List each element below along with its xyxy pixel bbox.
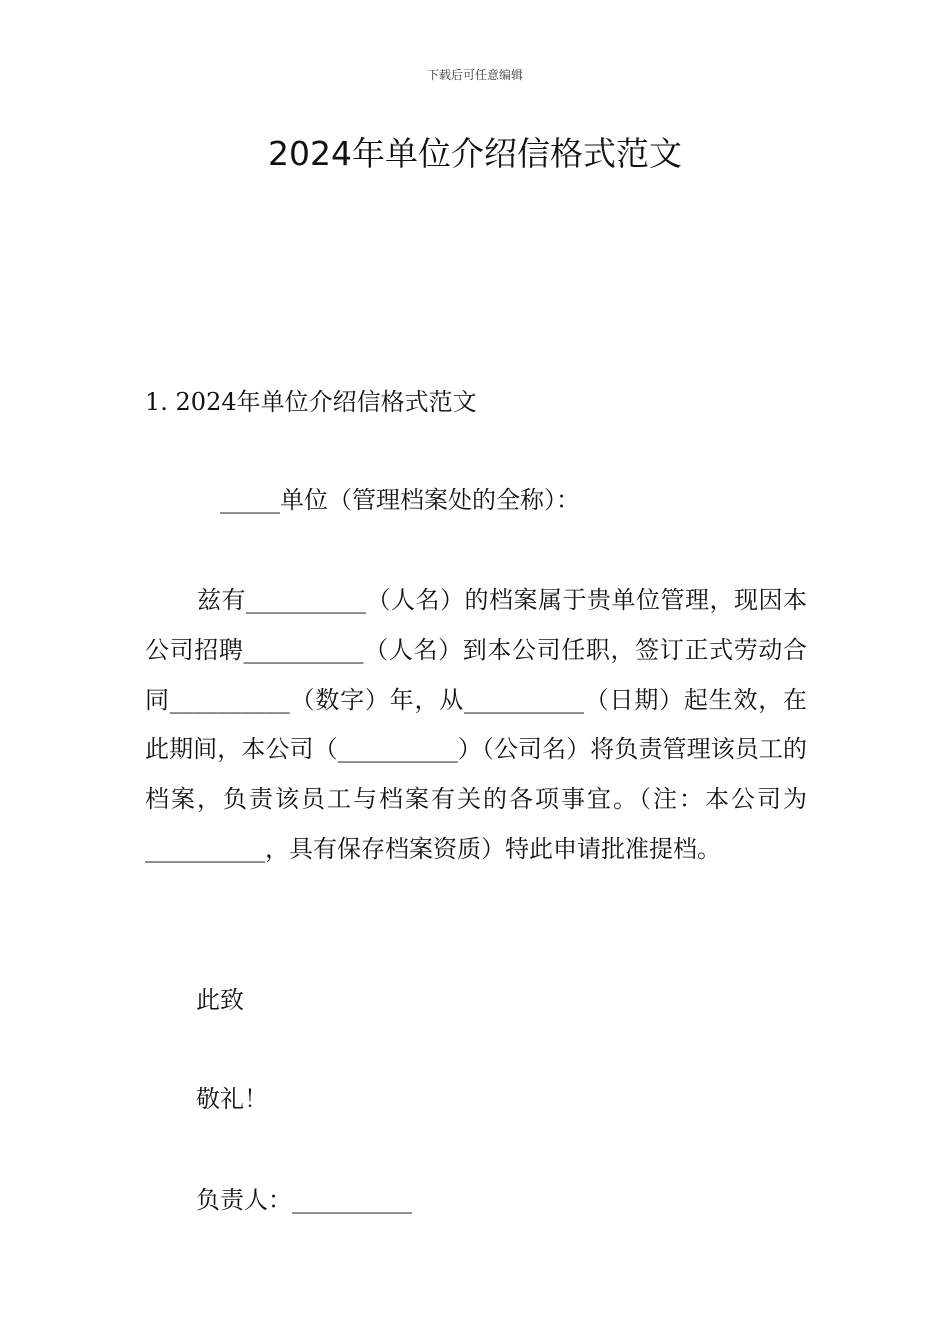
letter-salutation: _____单位（管理档案处的全称）： [220,486,580,514]
closing-regards: 此致 [196,986,244,1014]
closing-salute: 敬礼！ [196,1085,268,1113]
letter-body: 兹有__________（人名）的档案属于贵单位管理，现因本公司招聘__________（人名）到本公司任职，签订正式劳动合同__________（数字）年，从__________（日期）起生效，在此期间，本公司（__________）（公司名）将负责管理该员工的档案，负责该员工与档案有关的各项事宜。（注：本公司为__________，具有保存档案资质）特此申请批准提档。 [145,586,807,863]
signatory-line: 负责人：__________ [196,1186,412,1214]
document-title: 2024年单位介绍信格式范文 [268,134,682,173]
header-note: 下载后可任意编辑 [426,68,523,82]
section-heading: 1. 2024年单位介绍信格式范文 [145,388,477,416]
